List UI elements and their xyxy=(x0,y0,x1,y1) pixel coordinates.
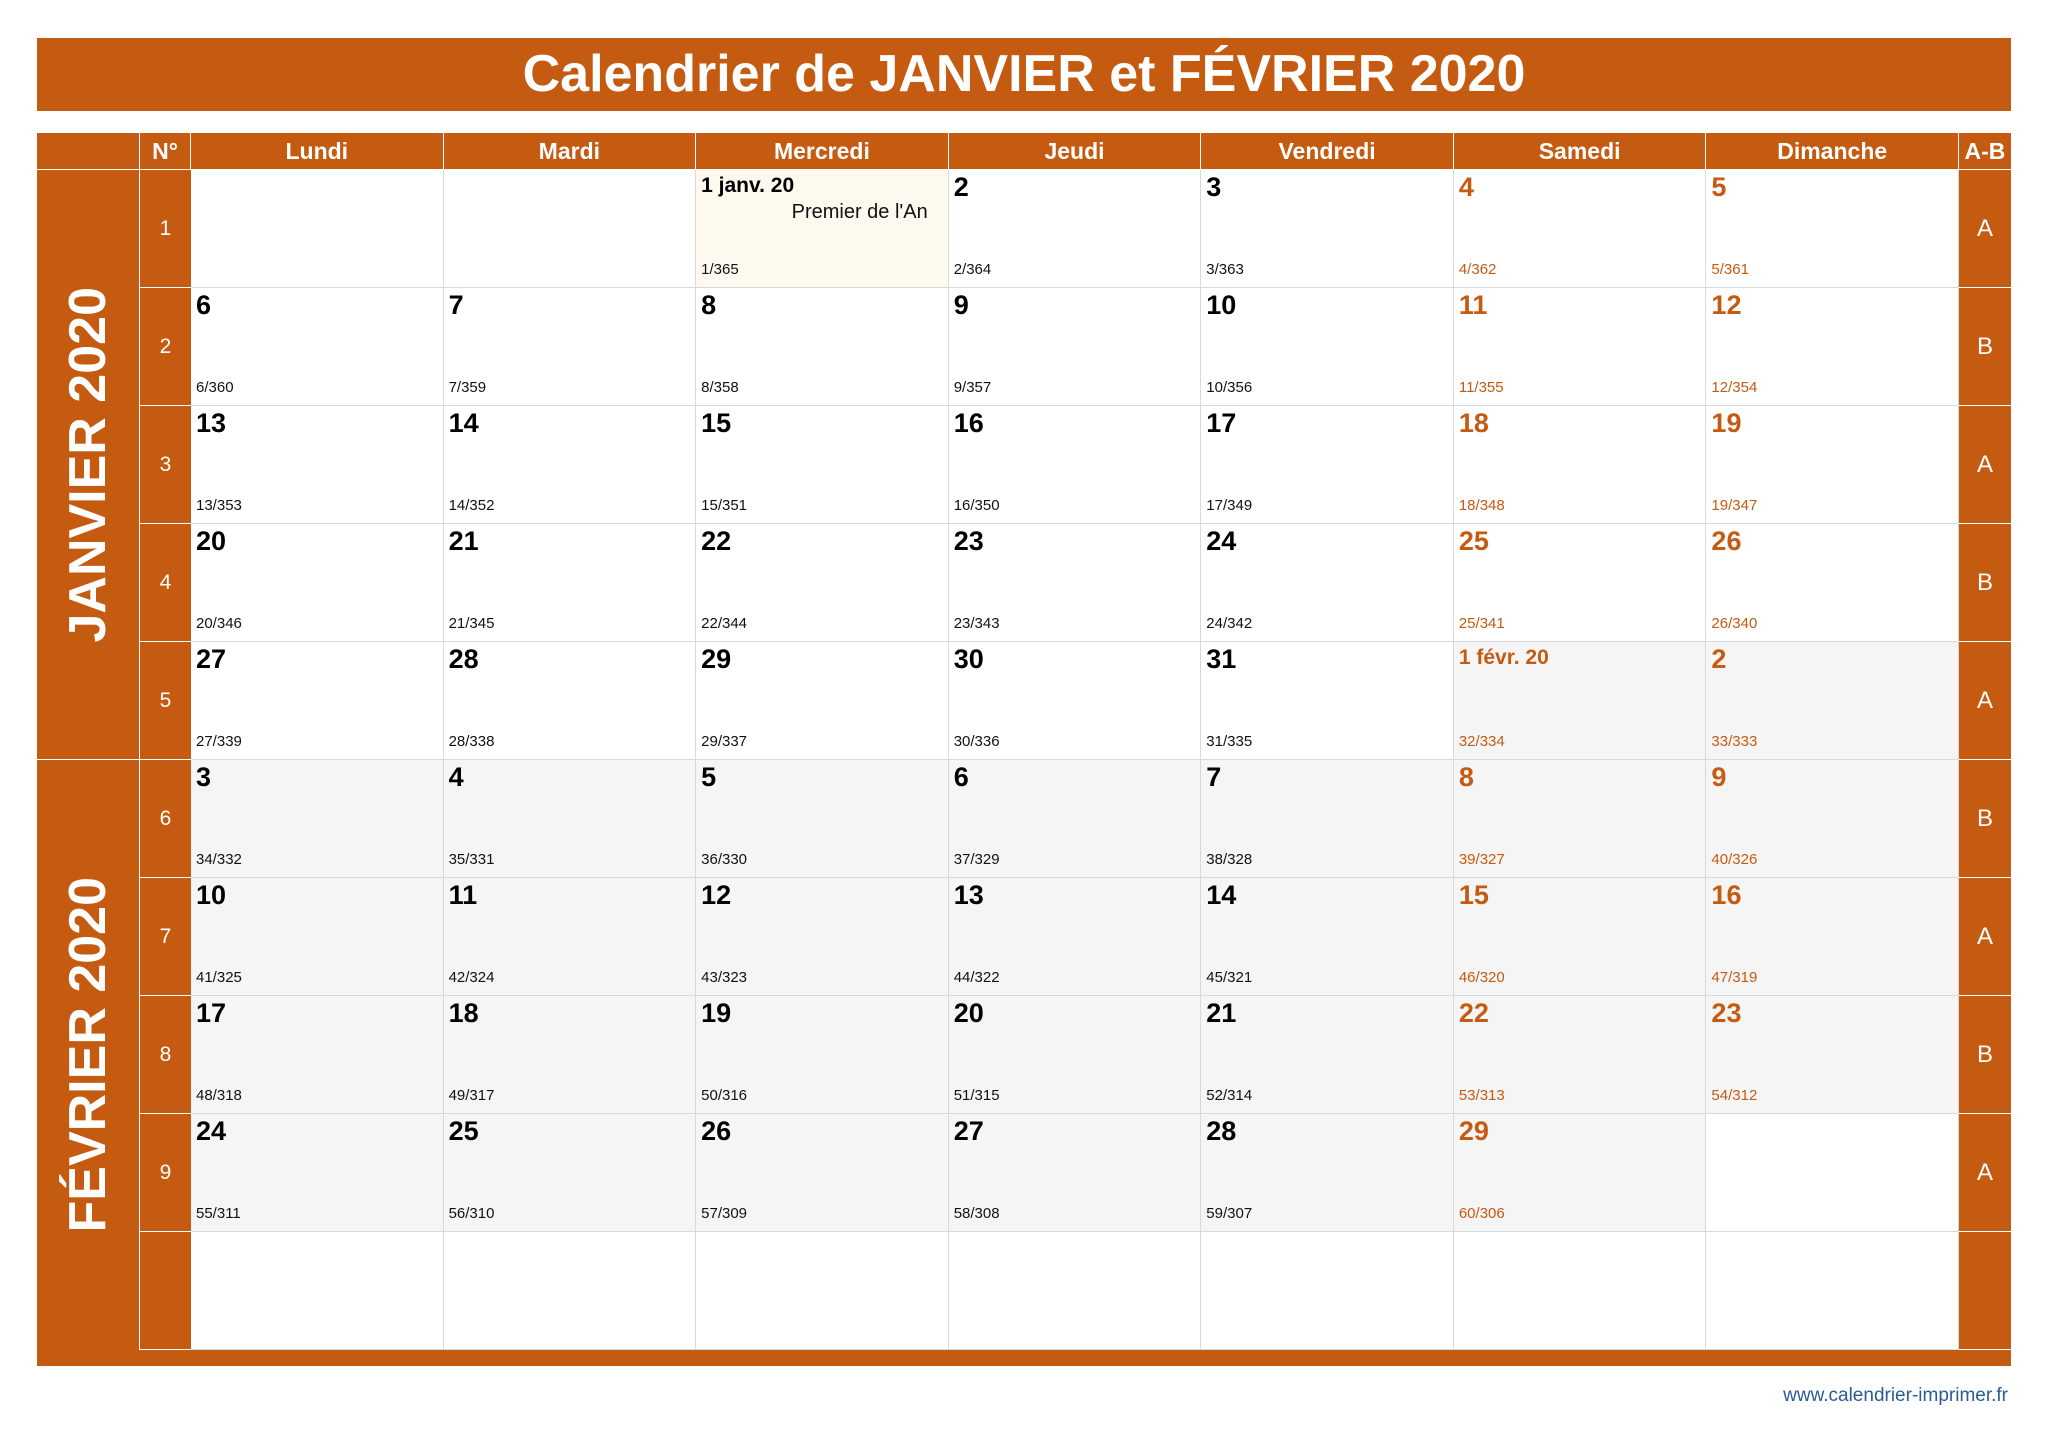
day-of-year-count: 26/340 xyxy=(1711,615,1758,632)
day-number: 19 xyxy=(701,998,732,1028)
day-of-year-count: 34/332 xyxy=(196,851,242,868)
day-cell xyxy=(191,1232,444,1350)
day-of-year-count: 43/323 xyxy=(701,969,748,986)
day-of-year-count: 13/353 xyxy=(196,497,242,514)
day-cell xyxy=(1706,878,1959,996)
week-number: 7 xyxy=(159,924,172,948)
day-number: 11 xyxy=(1458,290,1488,320)
week-ab-cell xyxy=(1959,996,2011,1114)
day-cell xyxy=(949,760,1202,878)
day-cell xyxy=(444,642,697,760)
week-ab-label: B xyxy=(1976,568,1993,596)
day-cell xyxy=(696,406,949,524)
day-cell xyxy=(191,170,444,288)
day-number: 15 xyxy=(1458,880,1489,910)
day-cell xyxy=(1454,760,1707,878)
day-number: 27 xyxy=(196,644,227,674)
footer-website: www.calendrier-imprimer.fr xyxy=(1783,1385,2008,1406)
header-day-mardi: Mardi xyxy=(444,133,697,170)
day-cell xyxy=(949,1114,1202,1232)
day-cell xyxy=(696,524,949,642)
day-of-year-count: 28/338 xyxy=(448,733,495,750)
week-number-cell xyxy=(140,760,191,878)
day-cell xyxy=(696,760,949,878)
day-of-year-count: 57/309 xyxy=(701,1205,748,1222)
day-number: 28 xyxy=(1206,1116,1237,1146)
day-of-year-count: 48/318 xyxy=(196,1087,242,1104)
day-of-year-count: 31/335 xyxy=(1206,733,1253,750)
day-number: 13 xyxy=(196,408,227,438)
day-cell xyxy=(191,760,444,878)
week-number-cell xyxy=(140,170,191,288)
day-cell xyxy=(1454,288,1707,406)
day-number: 28 xyxy=(448,644,479,674)
day-number: 22 xyxy=(701,526,732,556)
day-cell xyxy=(696,642,949,760)
day-number: 20 xyxy=(196,526,227,556)
day-of-year-count: 15/351 xyxy=(701,497,748,514)
day-number: 31 xyxy=(1206,644,1237,674)
day-cell xyxy=(1454,524,1707,642)
week-number: 3 xyxy=(159,452,172,476)
day-of-year-count: 29/337 xyxy=(701,733,748,750)
day-of-year-count: 25/341 xyxy=(1458,615,1505,632)
day-number: 16 xyxy=(953,408,984,438)
week-ab-cell xyxy=(1959,642,2011,760)
month-block-fevrier xyxy=(37,760,140,1350)
day-cell xyxy=(949,170,1202,288)
week-number-cell xyxy=(140,996,191,1114)
week-number: 2 xyxy=(159,334,172,358)
day-number: 7 xyxy=(1206,762,1222,792)
day-cell xyxy=(1454,170,1707,288)
day-of-year-count: 17/349 xyxy=(1206,497,1253,514)
day-of-year-count: 24/342 xyxy=(1206,615,1253,632)
week-ab-label: A xyxy=(1976,214,1993,242)
month-block-janvier xyxy=(37,170,140,760)
day-number: 4 xyxy=(448,762,464,792)
day-cell xyxy=(1454,406,1707,524)
day-number: 26 xyxy=(701,1116,732,1146)
day-of-year-count: 2/364 xyxy=(953,261,992,278)
header-corner xyxy=(37,133,140,170)
header-day-dimanche: Dimanche xyxy=(1706,133,1959,170)
day-cell xyxy=(444,1232,697,1350)
day-number: 2 xyxy=(1711,644,1727,674)
week-number: 5 xyxy=(159,688,172,712)
day-number: 6 xyxy=(953,762,969,792)
day-cell xyxy=(1454,996,1707,1114)
calendar-grid xyxy=(37,133,2011,1350)
day-cell xyxy=(1201,406,1454,524)
day-cell xyxy=(1201,1114,1454,1232)
day-number: 8 xyxy=(701,290,717,320)
day-cell xyxy=(1454,1232,1707,1350)
week-ab-label: B xyxy=(1976,804,1993,832)
day-of-year-count: 51/315 xyxy=(953,1087,1000,1104)
day-of-year-count: 10/356 xyxy=(1206,379,1253,396)
day-number: 10 xyxy=(196,880,227,910)
day-of-year-count: 52/314 xyxy=(1206,1087,1253,1104)
day-number: 25 xyxy=(448,1116,479,1146)
day-cell xyxy=(1201,170,1454,288)
week-number: 9 xyxy=(159,1160,172,1184)
day-of-year-count: 50/316 xyxy=(701,1087,748,1104)
day-number: 3 xyxy=(1206,172,1222,202)
day-of-year-count: 54/312 xyxy=(1711,1087,1758,1104)
day-of-year-count: 39/327 xyxy=(1458,851,1505,868)
day-number: 21 xyxy=(448,526,479,556)
day-cell xyxy=(444,524,697,642)
day-cell xyxy=(444,170,697,288)
day-cell xyxy=(1706,288,1959,406)
day-cell xyxy=(191,524,444,642)
day-number: 18 xyxy=(448,998,479,1028)
day-number: 23 xyxy=(953,526,984,556)
day-of-year-count: 37/329 xyxy=(953,851,1000,868)
week-ab-label: B xyxy=(1976,332,1993,360)
day-of-year-count: 44/322 xyxy=(953,969,1000,986)
day-of-year-count: 46/320 xyxy=(1458,969,1505,986)
day-of-year-count: 6/360 xyxy=(196,379,234,396)
day-of-year-count: 4/362 xyxy=(1458,261,1497,278)
day-cell xyxy=(191,1114,444,1232)
day-number: 2 xyxy=(953,172,969,202)
day-cell xyxy=(444,406,697,524)
day-number: 14 xyxy=(448,408,479,438)
day-of-year-count: 36/330 xyxy=(701,851,748,868)
day-cell xyxy=(191,406,444,524)
day-number: 24 xyxy=(1206,526,1237,556)
page-title: Calendrier de JANVIER et FÉVRIER 2020 xyxy=(37,38,2011,111)
day-cell xyxy=(1201,760,1454,878)
day-number: 1 févr. 20 xyxy=(1458,646,1549,669)
day-of-year-count: 20/346 xyxy=(196,615,242,632)
day-of-year-count: 55/311 xyxy=(196,1205,241,1222)
day-of-year-count: 23/343 xyxy=(953,615,1000,632)
day-of-year-count: 30/336 xyxy=(953,733,1000,750)
day-of-year-count: 14/352 xyxy=(448,497,495,514)
day-of-year-count: 47/319 xyxy=(1711,969,1758,986)
day-of-year-count: 21/345 xyxy=(448,615,495,632)
day-cell xyxy=(1454,878,1707,996)
day-cell xyxy=(1454,642,1707,760)
day-number: 4 xyxy=(1458,172,1474,202)
day-cell xyxy=(949,878,1202,996)
day-number: 14 xyxy=(1206,880,1237,910)
day-cell xyxy=(696,1114,949,1232)
day-number: 22 xyxy=(1458,998,1489,1028)
day-number: 29 xyxy=(701,644,732,674)
day-of-year-count: 33/333 xyxy=(1711,733,1758,750)
week-ab-cell xyxy=(1959,878,2011,996)
day-cell xyxy=(191,878,444,996)
day-cell xyxy=(1706,524,1959,642)
week-ab-cell xyxy=(1959,406,2011,524)
day-number: 29 xyxy=(1458,1116,1489,1146)
day-cell xyxy=(949,288,1202,406)
day-of-year-count: 3/363 xyxy=(1206,261,1244,278)
day-of-year-count: 5/361 xyxy=(1711,261,1749,278)
day-number: 20 xyxy=(953,998,984,1028)
day-of-year-count: 11/355 xyxy=(1458,379,1504,396)
day-of-year-count: 58/308 xyxy=(953,1205,1000,1222)
header-week-number: N° xyxy=(140,133,191,170)
day-cell xyxy=(1706,406,1959,524)
day-of-year-count: 19/347 xyxy=(1711,497,1758,514)
day-cell xyxy=(696,996,949,1114)
week-ab-label: A xyxy=(1976,450,1993,478)
week-number-cell xyxy=(140,642,191,760)
day-number: 25 xyxy=(1458,526,1489,556)
day-number: 1 janv. 20 xyxy=(701,174,795,197)
day-of-year-count: 22/344 xyxy=(701,615,748,632)
day-cell xyxy=(1201,642,1454,760)
week-ab-cell xyxy=(1959,1232,2011,1350)
day-number: 21 xyxy=(1206,998,1237,1028)
day-number: 9 xyxy=(1711,762,1727,792)
day-of-year-count: 12/354 xyxy=(1711,379,1758,396)
day-number: 7 xyxy=(448,290,464,320)
day-number: 8 xyxy=(1458,762,1474,792)
day-cell xyxy=(949,524,1202,642)
header-day-mercredi: Mercredi xyxy=(696,133,949,170)
week-ab-cell xyxy=(1959,524,2011,642)
day-number: 16 xyxy=(1711,880,1742,910)
day-cell xyxy=(1454,1114,1707,1232)
day-cell xyxy=(444,288,697,406)
header-day-samedi: Samedi xyxy=(1454,133,1707,170)
day-cell xyxy=(1201,878,1454,996)
day-number: 23 xyxy=(1711,998,1742,1028)
day-cell xyxy=(1706,760,1959,878)
day-cell xyxy=(696,288,949,406)
day-cell xyxy=(696,1232,949,1350)
day-of-year-count: 59/307 xyxy=(1206,1205,1253,1222)
week-number: 6 xyxy=(159,806,172,830)
day-cell xyxy=(1706,1114,1959,1232)
day-of-year-count: 1/365 xyxy=(701,261,739,278)
week-number-cell xyxy=(140,524,191,642)
header-day-lundi: Lundi xyxy=(191,133,444,170)
day-number: 15 xyxy=(701,408,732,438)
week-ab-label: A xyxy=(1976,686,1993,714)
day-of-year-count: 8/358 xyxy=(701,379,739,396)
day-number: 11 xyxy=(448,880,478,910)
day-of-year-count: 41/325 xyxy=(196,969,242,986)
day-of-year-count: 56/310 xyxy=(448,1205,495,1222)
day-cell xyxy=(444,996,697,1114)
day-cell xyxy=(444,760,697,878)
day-number: 30 xyxy=(953,644,984,674)
day-number: 19 xyxy=(1711,408,1742,438)
month-label-janvier: JANVIER 2020 xyxy=(59,286,117,643)
week-number: 4 xyxy=(159,570,172,594)
day-cell xyxy=(1706,1232,1959,1350)
day-cell xyxy=(444,1114,697,1232)
day-number: 12 xyxy=(701,880,732,910)
day-cell xyxy=(949,406,1202,524)
day-of-year-count: 53/313 xyxy=(1458,1087,1505,1104)
day-of-year-count: 45/321 xyxy=(1206,969,1253,986)
day-of-year-count: 60/306 xyxy=(1458,1205,1505,1222)
week-number-cell xyxy=(140,878,191,996)
day-of-year-count: 42/324 xyxy=(448,969,495,986)
day-cell xyxy=(191,288,444,406)
day-number: 17 xyxy=(196,998,227,1028)
day-number: 5 xyxy=(1711,172,1727,202)
day-cell xyxy=(1201,288,1454,406)
week-ab-label: B xyxy=(1976,1040,1993,1068)
day-number: 18 xyxy=(1458,408,1489,438)
day-number: 17 xyxy=(1206,408,1237,438)
day-cell xyxy=(191,996,444,1114)
header-ab: A-B xyxy=(1959,133,2011,170)
day-number: 10 xyxy=(1206,290,1237,320)
month-label-fevrier: FÉVRIER 2020 xyxy=(59,877,117,1233)
day-number: 6 xyxy=(196,290,212,320)
day-number: 3 xyxy=(196,762,212,792)
week-number-cell xyxy=(140,406,191,524)
day-of-year-count: 32/334 xyxy=(1458,733,1505,750)
day-of-year-count: 35/331 xyxy=(448,851,495,868)
week-ab-cell xyxy=(1959,170,2011,288)
bottom-bar xyxy=(37,1350,2011,1366)
day-cell xyxy=(1201,1232,1454,1350)
header-day-vendredi: Vendredi xyxy=(1201,133,1454,170)
day-of-year-count: 9/357 xyxy=(953,379,992,396)
week-number-cell xyxy=(140,1114,191,1232)
week-ab-label: A xyxy=(1976,922,1993,950)
week-number-cell xyxy=(140,288,191,406)
day-of-year-count: 16/350 xyxy=(953,497,1000,514)
day-number: 26 xyxy=(1711,526,1742,556)
week-ab-cell xyxy=(1959,288,2011,406)
day-number: 27 xyxy=(953,1116,984,1146)
week-number: 8 xyxy=(159,1042,172,1066)
day-number: 12 xyxy=(1711,290,1742,320)
week-number-cell xyxy=(140,1232,191,1350)
week-number: 1 xyxy=(159,216,172,240)
day-cell xyxy=(1706,642,1959,760)
day-cell xyxy=(1201,996,1454,1114)
day-cell xyxy=(949,1232,1202,1350)
day-of-year-count: 7/359 xyxy=(448,379,487,396)
day-cell xyxy=(1706,170,1959,288)
week-ab-label: A xyxy=(1976,1158,1993,1186)
day-of-year-count: 49/317 xyxy=(448,1087,495,1104)
header-day-jeudi: Jeudi xyxy=(949,133,1202,170)
day-cell xyxy=(696,170,949,288)
day-of-year-count: 40/326 xyxy=(1711,851,1758,868)
day-number: 5 xyxy=(701,762,717,792)
day-cell xyxy=(949,642,1202,760)
day-cell xyxy=(444,878,697,996)
day-of-year-count: 18/348 xyxy=(1458,497,1505,514)
day-cell xyxy=(1706,996,1959,1114)
day-of-year-count: 38/328 xyxy=(1206,851,1253,868)
day-cell xyxy=(949,996,1202,1114)
week-ab-cell xyxy=(1959,1114,2011,1232)
day-cell xyxy=(1201,524,1454,642)
day-number: 9 xyxy=(953,290,969,320)
day-cell xyxy=(696,878,949,996)
day-number: 13 xyxy=(953,880,984,910)
day-number: 24 xyxy=(196,1116,227,1146)
day-of-year-count: 27/339 xyxy=(196,733,242,750)
week-ab-cell xyxy=(1959,760,2011,878)
day-cell xyxy=(191,642,444,760)
holiday-label: Premier de l'An xyxy=(791,201,928,223)
